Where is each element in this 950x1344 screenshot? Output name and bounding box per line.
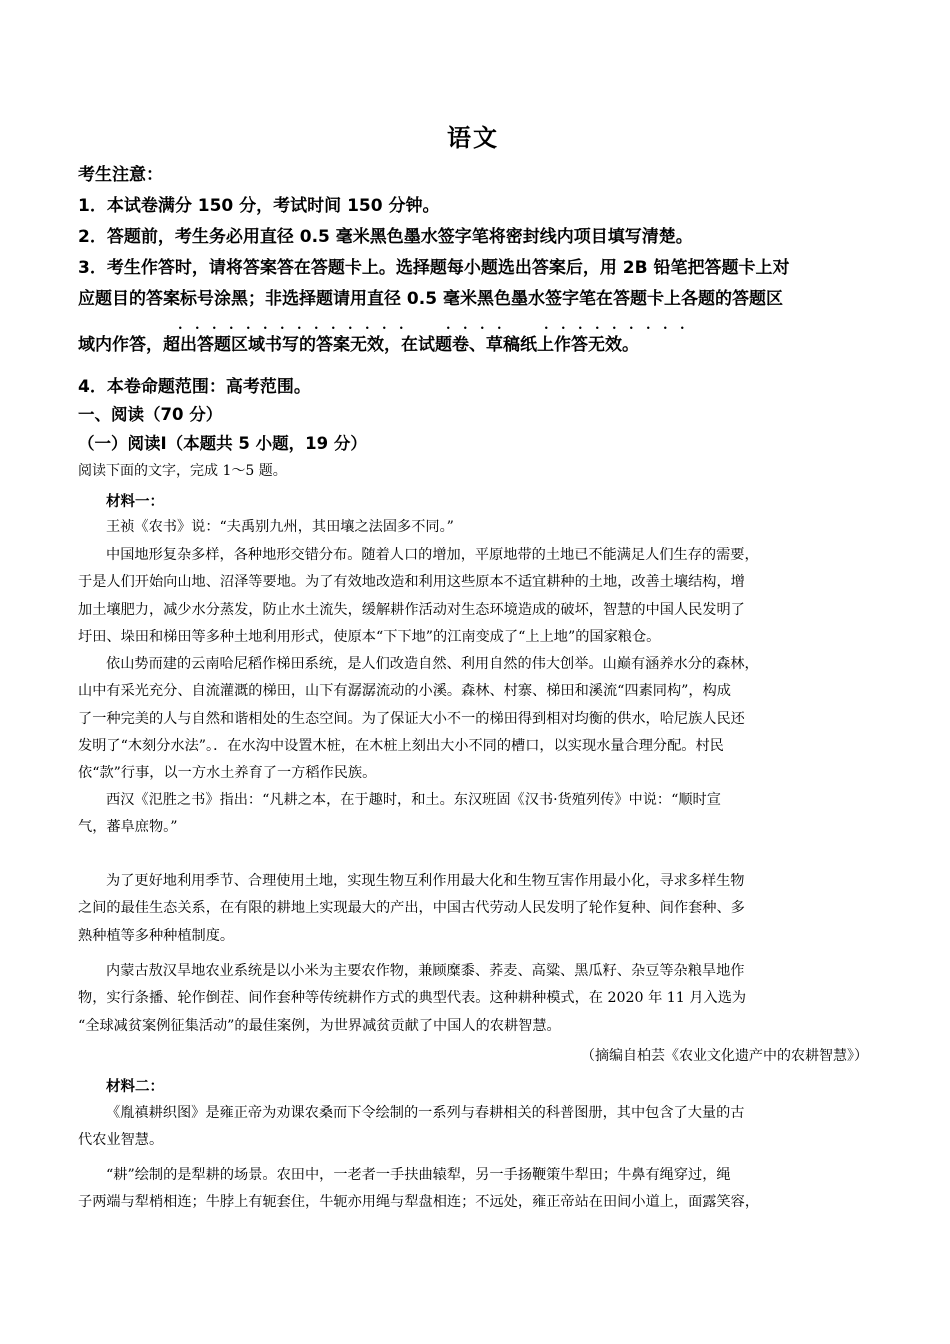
text-line: 发明了“木刻分水法”。．在水沟中设置木桩，在木桩上刻出大小不同的槽口，以实现水量合理分配。村民 <box>78 737 724 754</box>
text-line: 于是人们开始向山地、沼泽等要地。为了有效地改造和利用这些原本不适宜耕种的土地，改善土壤结构，增 <box>78 574 745 591</box>
text-line: 气，蕃阜庶物。” <box>78 819 178 836</box>
section-heading: 一、阅读（70 分） <box>78 405 223 424</box>
text-line: 王祯《农书》说：“夫禹别九州，其田壤之法固多不同。” <box>106 519 454 535</box>
text-line: 圩田、垛田和梯田等多种土地利用形式，使原本“下下地”的江南变成了“上上地”的国家粮仓。 <box>78 628 661 645</box>
material-2-paragraph-1 <box>78 1100 868 1155</box>
material-2-label: 材料二： <box>106 1079 164 1095</box>
text-line: 子两端与犁梢相连；牛脖上有轭套住，牛轭亦用绳与犁盘相连；不远处，雍正帝站在田间小道上，面露笑容， <box>78 1194 760 1211</box>
text-line: 内蒙古敖汉旱地农业系统是以小米为主要农作物，兼顾糜黍、荞麦、高粱、黑瓜籽、杂豆等杂粮旱地作 <box>106 963 745 979</box>
material-1-source: （摘编自柏芸《农业文化遗产中的农耕智慧》） <box>581 1048 868 1064</box>
text-line: 中国地形复杂多样，各种地形交错分布。随着人口的增加，平原地带的土地已不能满足人们生存的需要， <box>106 547 759 563</box>
text-line: “全球减贫案例征集活动”的最佳案例，为世界减贫贡献了中国人的农耕智慧。 <box>78 1017 561 1034</box>
material-1-paragraph-5 <box>78 868 868 950</box>
notice-item-1: 1．本试卷满分 150 分，考试时间 150 分钟。 <box>78 196 440 216</box>
notice-heading: 考生注意： <box>78 165 163 185</box>
material-1-paragraph-3 <box>78 651 868 787</box>
material-2-paragraph-2 <box>78 1162 868 1217</box>
notice-item-3-line-2: 应题目的答案标号涂黑；非选择题请用直径 0.5 毫米黑色墨水签字笔在答题卡上各题的答题区 <box>78 289 783 309</box>
text-line: 物，实行条播、轮作倒茬、间作套种等传统耕作方式的典型代表。这种耕种模式，在 2020 年 11 月入选为 <box>78 990 747 1007</box>
material-1-label: 材料一： <box>106 494 164 510</box>
material-1-paragraph-6 <box>78 958 868 1040</box>
text-line: 依山势而建的云南哈尼稻作梯田系统，是人们改造自然、利用自然的伟大创举。山巅有涵养水分的森林， <box>106 656 759 672</box>
text-line: 为了更好地利用季节、合理使用土地，实现生物互利作用最大化和生物互害作用最小化，寻求多样生物 <box>106 873 745 889</box>
notice-item-3-line-3: 域内作答，超出答题区域书写的答案无效，在试题卷、草稿纸上作答无效。 <box>78 335 639 355</box>
text-line: 依“款”行事，以一方水土养育了一方稻作民族。 <box>78 765 377 782</box>
material-1-paragraph-1 <box>78 514 868 541</box>
notice-item-2: 2．答题前，考生务必用直径 0.5 毫米黑色墨水签字笔将密封线内项目填写清楚。 <box>78 227 693 247</box>
notice-item-3-line-1: 3．考生作答时，请将答案答在答题卡上。选择题每小题选出答案后，用 2B 铅笔把答题卡上对 <box>78 258 790 278</box>
subsection-heading: （一）阅读Ⅰ（本题共 5 小题，19 分） <box>78 434 367 453</box>
material-1-paragraph-2 <box>78 542 868 651</box>
text-line: 之间的最佳生态关系，在有限的耕地上实现最大的产出，中国古代劳动人民发明了轮作复种、间作套种、多 <box>78 900 745 917</box>
text-line: 西汉《氾胜之书》指出：“凡耕之本，在于趣时，和土。东汉班固《汉书·货殖列传》中说：“顺时宣 <box>106 792 721 808</box>
text-line: “耕”绘制的是犁耕的场景。农田中，一老者一手扶曲辕犁，另一手扬鞭策牛犁田；牛鼻有绳穿过，绳 <box>106 1167 731 1183</box>
text-line: 《胤禛耕织图》是雍正帝为劝课农桑而下令绘制的一系列与春耕相关的科普图册，其中包含了大量的古 <box>106 1105 745 1121</box>
text-line: 了一种完美的人与自然和谐相处的生态空间。为了保证大小不一的梯田得到相对均衡的供水，哈尼族人民还 <box>78 710 745 727</box>
emphasis-dots: . . . . . . . . . . . . . . . . . . . . . . . . . . . <box>178 318 685 333</box>
text-line: 加土壤肥力，减少水分蒸发，防止水土流失，缓解耕作活动对生态环境造成的破坏，智慧的中国人民发明了 <box>78 601 745 618</box>
reading-instruction: 阅读下面的文字，完成 1～5 题。 <box>78 463 287 479</box>
text-line: 山中有采光充分、自流灌溉的梯田，山下有潺潺流动的小溪。森林、村寨、梯田和溪流“四素同构”，构成 <box>78 683 731 700</box>
page-title: 语文 <box>447 124 499 152</box>
notice-item-4: 4．本卷命题范围：高考范围。 <box>78 377 311 397</box>
text-line: 熟种植等多种种植制度。 <box>78 927 235 944</box>
material-1-paragraph-4 <box>78 787 868 842</box>
text-line: 代农业智慧。 <box>78 1132 164 1149</box>
